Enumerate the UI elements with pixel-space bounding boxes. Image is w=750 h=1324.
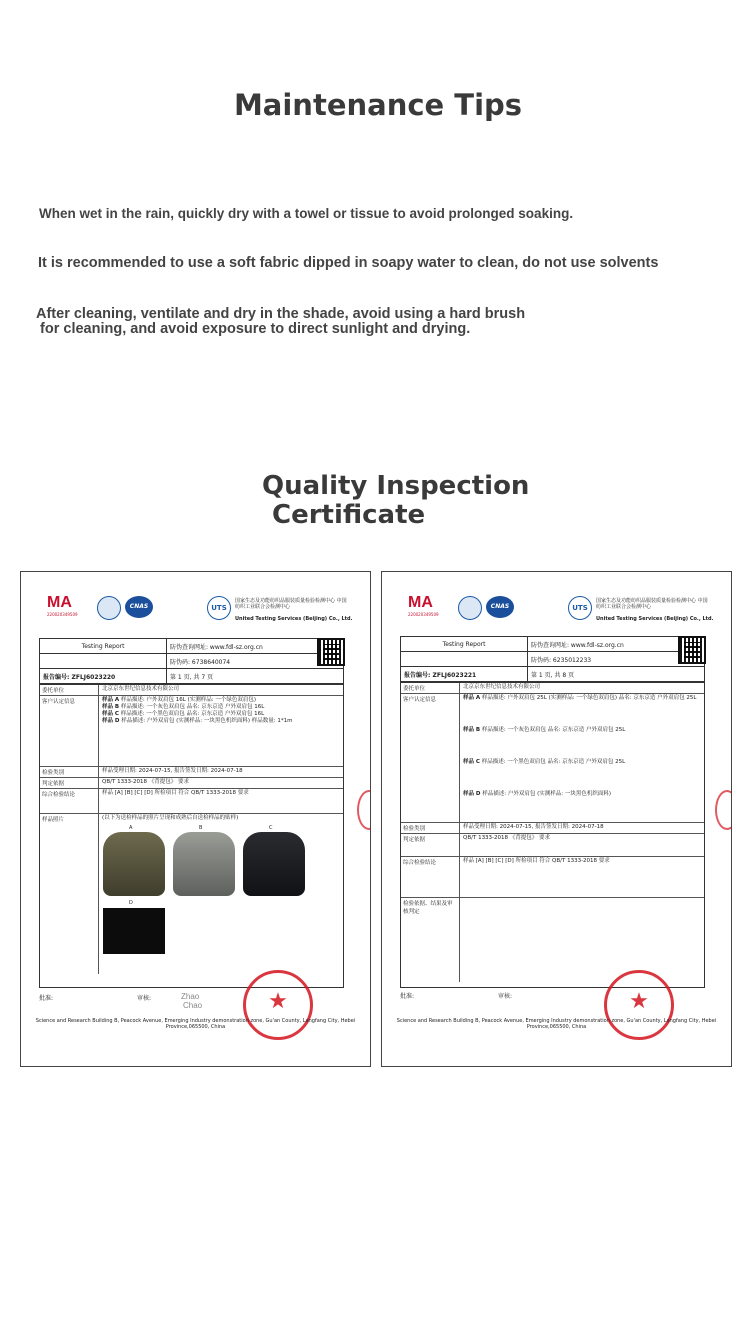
report-number: 报告编号: ZFLJ6023220 — [40, 669, 167, 683]
side-seal-mark — [715, 790, 732, 830]
photo-b-label: B — [199, 825, 203, 831]
approver-label: 批准: — [400, 993, 415, 1000]
uts-icon: UTS — [207, 596, 231, 620]
certificate-1 — [20, 571, 371, 1067]
sample-a-label: 样品 A — [463, 695, 481, 701]
footer-address: Science and Research Building B, Peacock Avenue, Emerging Industry demonstration zone, Gu'an County, Langfang City, Hebei Province,065500, China — [396, 1018, 717, 1030]
cert-body-table: 委托单位 北京京东世纪信息技术有限公司 客户认定信息 样品 A 样品描述: 户外双肩包 25L (实测样品: 一个绿色双肩包) 品名: 京东京造 户外双肩包 25L 样品 B 样品描述: 一个灰色双肩包 品名: 京东京造 户外双肩包 25L 样品 C 样品描述: 一个黑色双肩包 品名: 京东京造 户外双肩包 25L 样品 D 样品描述: 户外双肩包 (实测样品: 一块黑色机织面料) 检验类别 样品受理日期: 2024-07-15, 报告签发日期: 2024-07-18 判定依据 QB/T 1333-2018 《背提包》 要求 综合检验结论 样品 [A] [B] [C] [D] 所检项目 符合 QB/T 1333-2018 要求 检验依据、结果及审核判定 — [400, 682, 705, 988]
conclusion: 样品 [A] [B] [C] [D] 所检项目 符合 QB/T 1333-2018 要求 — [102, 790, 249, 796]
backpack-c-image — [243, 832, 305, 896]
approver-label: 批准: — [39, 995, 54, 1002]
photo-a-label: A — [129, 825, 133, 831]
cnas-icon: CNAS — [486, 596, 514, 618]
org-name-cn: 国家生态及功能纺织品服装质量检验检测中心 中国纺织工业联合会检测中心 — [596, 598, 708, 610]
fabric-d-image — [103, 908, 165, 954]
sample-c-desc: 样品描述: 一个黑色双肩包 品名: 京东京造 户外双肩包 16L — [120, 711, 265, 717]
quality-title-line-2: Certificate — [272, 500, 426, 530]
photo-caption: (以下为送检样品的照片呈现和成熟后自送检样品的贴样) — [102, 815, 239, 821]
verify-code: 防伪码: 6738640074 — [170, 658, 231, 666]
date-row: 样品受理日期: 2024-07-15, 报告签发日期: 2024-07-18 — [102, 768, 243, 774]
client-value: 北京京东世纪信息技术有限公司 — [102, 686, 180, 692]
cma-number: 220020349509 — [47, 612, 78, 617]
conclusion: 样品 [A] [B] [C] [D] 所检项目 符合 QB/T 1333-2018 要求 — [463, 858, 610, 864]
reviewer-label: 审核: — [498, 993, 513, 1000]
cnas-icon: CNAS — [125, 596, 153, 618]
page-count: 第 1 页, 共 8 页 — [531, 671, 575, 679]
org-name-en: United Testing Services (Beijing) Co., Ltd. — [596, 616, 714, 622]
sample-info-label: 客户认定信息 — [401, 694, 460, 822]
tip-3-line-1: After cleaning, ventilate and dry in the shade, avoid using a hard brush — [36, 306, 526, 322]
tip-2: It is recommended to use a soft fabric dipped in soapy water to clean, do not use solvents — [38, 255, 659, 271]
cert-header-table — [400, 636, 705, 682]
cma-number: 220020349509 — [408, 612, 439, 617]
official-seal-stamp: ★ — [243, 970, 313, 1040]
sample-d-desc: 样品描述: 户外双肩包 (实测样品: 一块黑色机织面料) — [482, 791, 611, 797]
cert-logos — [408, 594, 714, 624]
sample-c-label: 样品 C — [463, 759, 480, 765]
signature-name-2: Chao — [183, 1001, 203, 1010]
page-count: 第 1 页, 共 7 页 — [170, 673, 214, 681]
sample-a-desc: 样品描述: 户外双肩包 25L (实测样品: 一个绿色双肩包) 品名: 京东京造 户外双肩包 25L — [481, 695, 697, 701]
tip-3-line-2: for cleaning, and avoid exposure to direct sunlight and drying. — [36, 321, 471, 337]
quality-title-line-1: Quality Inspection — [262, 471, 530, 501]
photo-c-label: C — [269, 825, 273, 831]
sample-b-label: 样品 B — [463, 727, 481, 733]
sample-b-label: 样品 B — [102, 704, 120, 710]
sample-b-desc: 样品描述: 一个灰色双肩包 品名: 京东京造 户外双肩包 16L — [120, 704, 265, 710]
photo-label: 样品照片 — [40, 814, 99, 974]
cma-logo — [47, 594, 93, 622]
cma-logo — [408, 594, 454, 622]
report-label: Testing Report — [40, 639, 167, 653]
report-label: Testing Report — [401, 637, 528, 651]
ilac-mra-icon — [458, 596, 482, 620]
photo-d-label: D — [129, 900, 133, 906]
sample-c-desc: 样品描述: 一个黑色双肩包 品名: 京东京造 户外双肩包 25L — [481, 759, 626, 765]
certificate-2 — [381, 571, 732, 1067]
cma-text: MA — [47, 594, 72, 611]
standard: QB/T 1333-2018 《背提包》 要求 — [463, 835, 551, 841]
sample-b-desc: 样品描述: 一个灰色双肩包 品名: 京东京造 户外双肩包 25L — [481, 727, 626, 733]
sample-d-label: 样品 D — [463, 791, 481, 797]
reviewer-label: 审核: — [137, 995, 152, 1002]
verify-code: 防伪码: 6235012233 — [531, 656, 592, 664]
standard: QB/T 1333-2018 《背提包》 要求 — [102, 779, 190, 785]
client-label: 委托单位 — [40, 685, 99, 695]
sample-a-label: 样品 A — [102, 697, 120, 703]
sample-d-desc: 样品描述: 户外双肩包 (实测样品: 一块黑色机织面料) 样品数量: 1*1m — [121, 718, 293, 724]
uts-icon: UTS — [568, 596, 592, 620]
sample-d-label: 样品 D — [102, 718, 120, 724]
cert-logos — [47, 594, 353, 624]
date-row: 样品受理日期: 2024-07-15, 报告签发日期: 2024-07-18 — [463, 824, 604, 830]
signature-name: Zhao — [181, 992, 200, 1001]
sample-c-label: 样品 C — [102, 711, 119, 717]
org-name-en: United Testing Services (Beijing) Co., Ltd. — [235, 616, 353, 622]
client-label: 委托单位 — [401, 683, 460, 693]
client-value: 北京京东世纪信息技术有限公司 — [463, 684, 541, 690]
cma-text: MA — [408, 594, 433, 611]
qr-code-icon — [678, 636, 706, 664]
org-name-cn: 国家生态及功能纺织品服装质量检验检测中心 中国纺织工业联合会检测中心 — [235, 598, 347, 610]
cert-header-table — [39, 638, 344, 684]
cert-body-table: 委托单位 北京京东世纪信息技术有限公司 客户认定信息 样品 A 样品描述: 户外双肩包 16L (实测样品: 一个绿色双肩包) 样品 B 样品描述: 一个灰色双肩包 品名: 京东京造 户外双肩包 16L 样品 C 样品描述: 一个黑色双肩包 品名: 京东京造 户外双肩包 16L 样品 D 样品描述: 户外双肩包 (实测样品: 一块黑色机织面料) 样品数量: 1*1m 检验类别 样品受理日期: 2024-07-15, 报告签发日期: 2024-07-18 判定依据 QB/T 1333-2018 《背提包》 要求 综合检验结论 样品 [A] [B] [C] [D] 所检项目 符合 QB/T 1333-2018 要求 样品照片 (以下为送检样品的照片呈现和成熟后自送检样品的贴样) A B C D — [39, 684, 344, 988]
ilac-mra-icon — [97, 596, 121, 620]
maintenance-title: Maintenance Tips — [233, 88, 523, 122]
verify-site: 防伪查询网址: www.fdl-sz.org.cn — [531, 641, 624, 649]
official-seal-stamp: ★ — [604, 970, 674, 1040]
side-seal-mark — [357, 790, 371, 830]
report-number: 报告编号: ZFLJ6023221 — [401, 667, 528, 681]
verify-site: 防伪查询网址: www.fdl-sz.org.cn — [170, 643, 263, 651]
footer-address: Science and Research Building B, Peacock Avenue, Emerging Industry demonstration zone, Gu'an County, Langfang City, Hebei Province,065500, China — [35, 1018, 356, 1030]
sample-a-desc: 样品描述: 户外双肩包 16L (实测样品: 一个绿色双肩包) — [120, 697, 256, 703]
backpack-b-image — [173, 832, 235, 896]
qr-code-icon — [317, 638, 345, 666]
backpack-a-image — [103, 832, 165, 896]
sample-info-label: 客户认定信息 — [40, 696, 99, 766]
tip-1: When wet in the rain, quickly dry with a towel or tissue to avoid prolonged soaking. — [39, 206, 574, 221]
